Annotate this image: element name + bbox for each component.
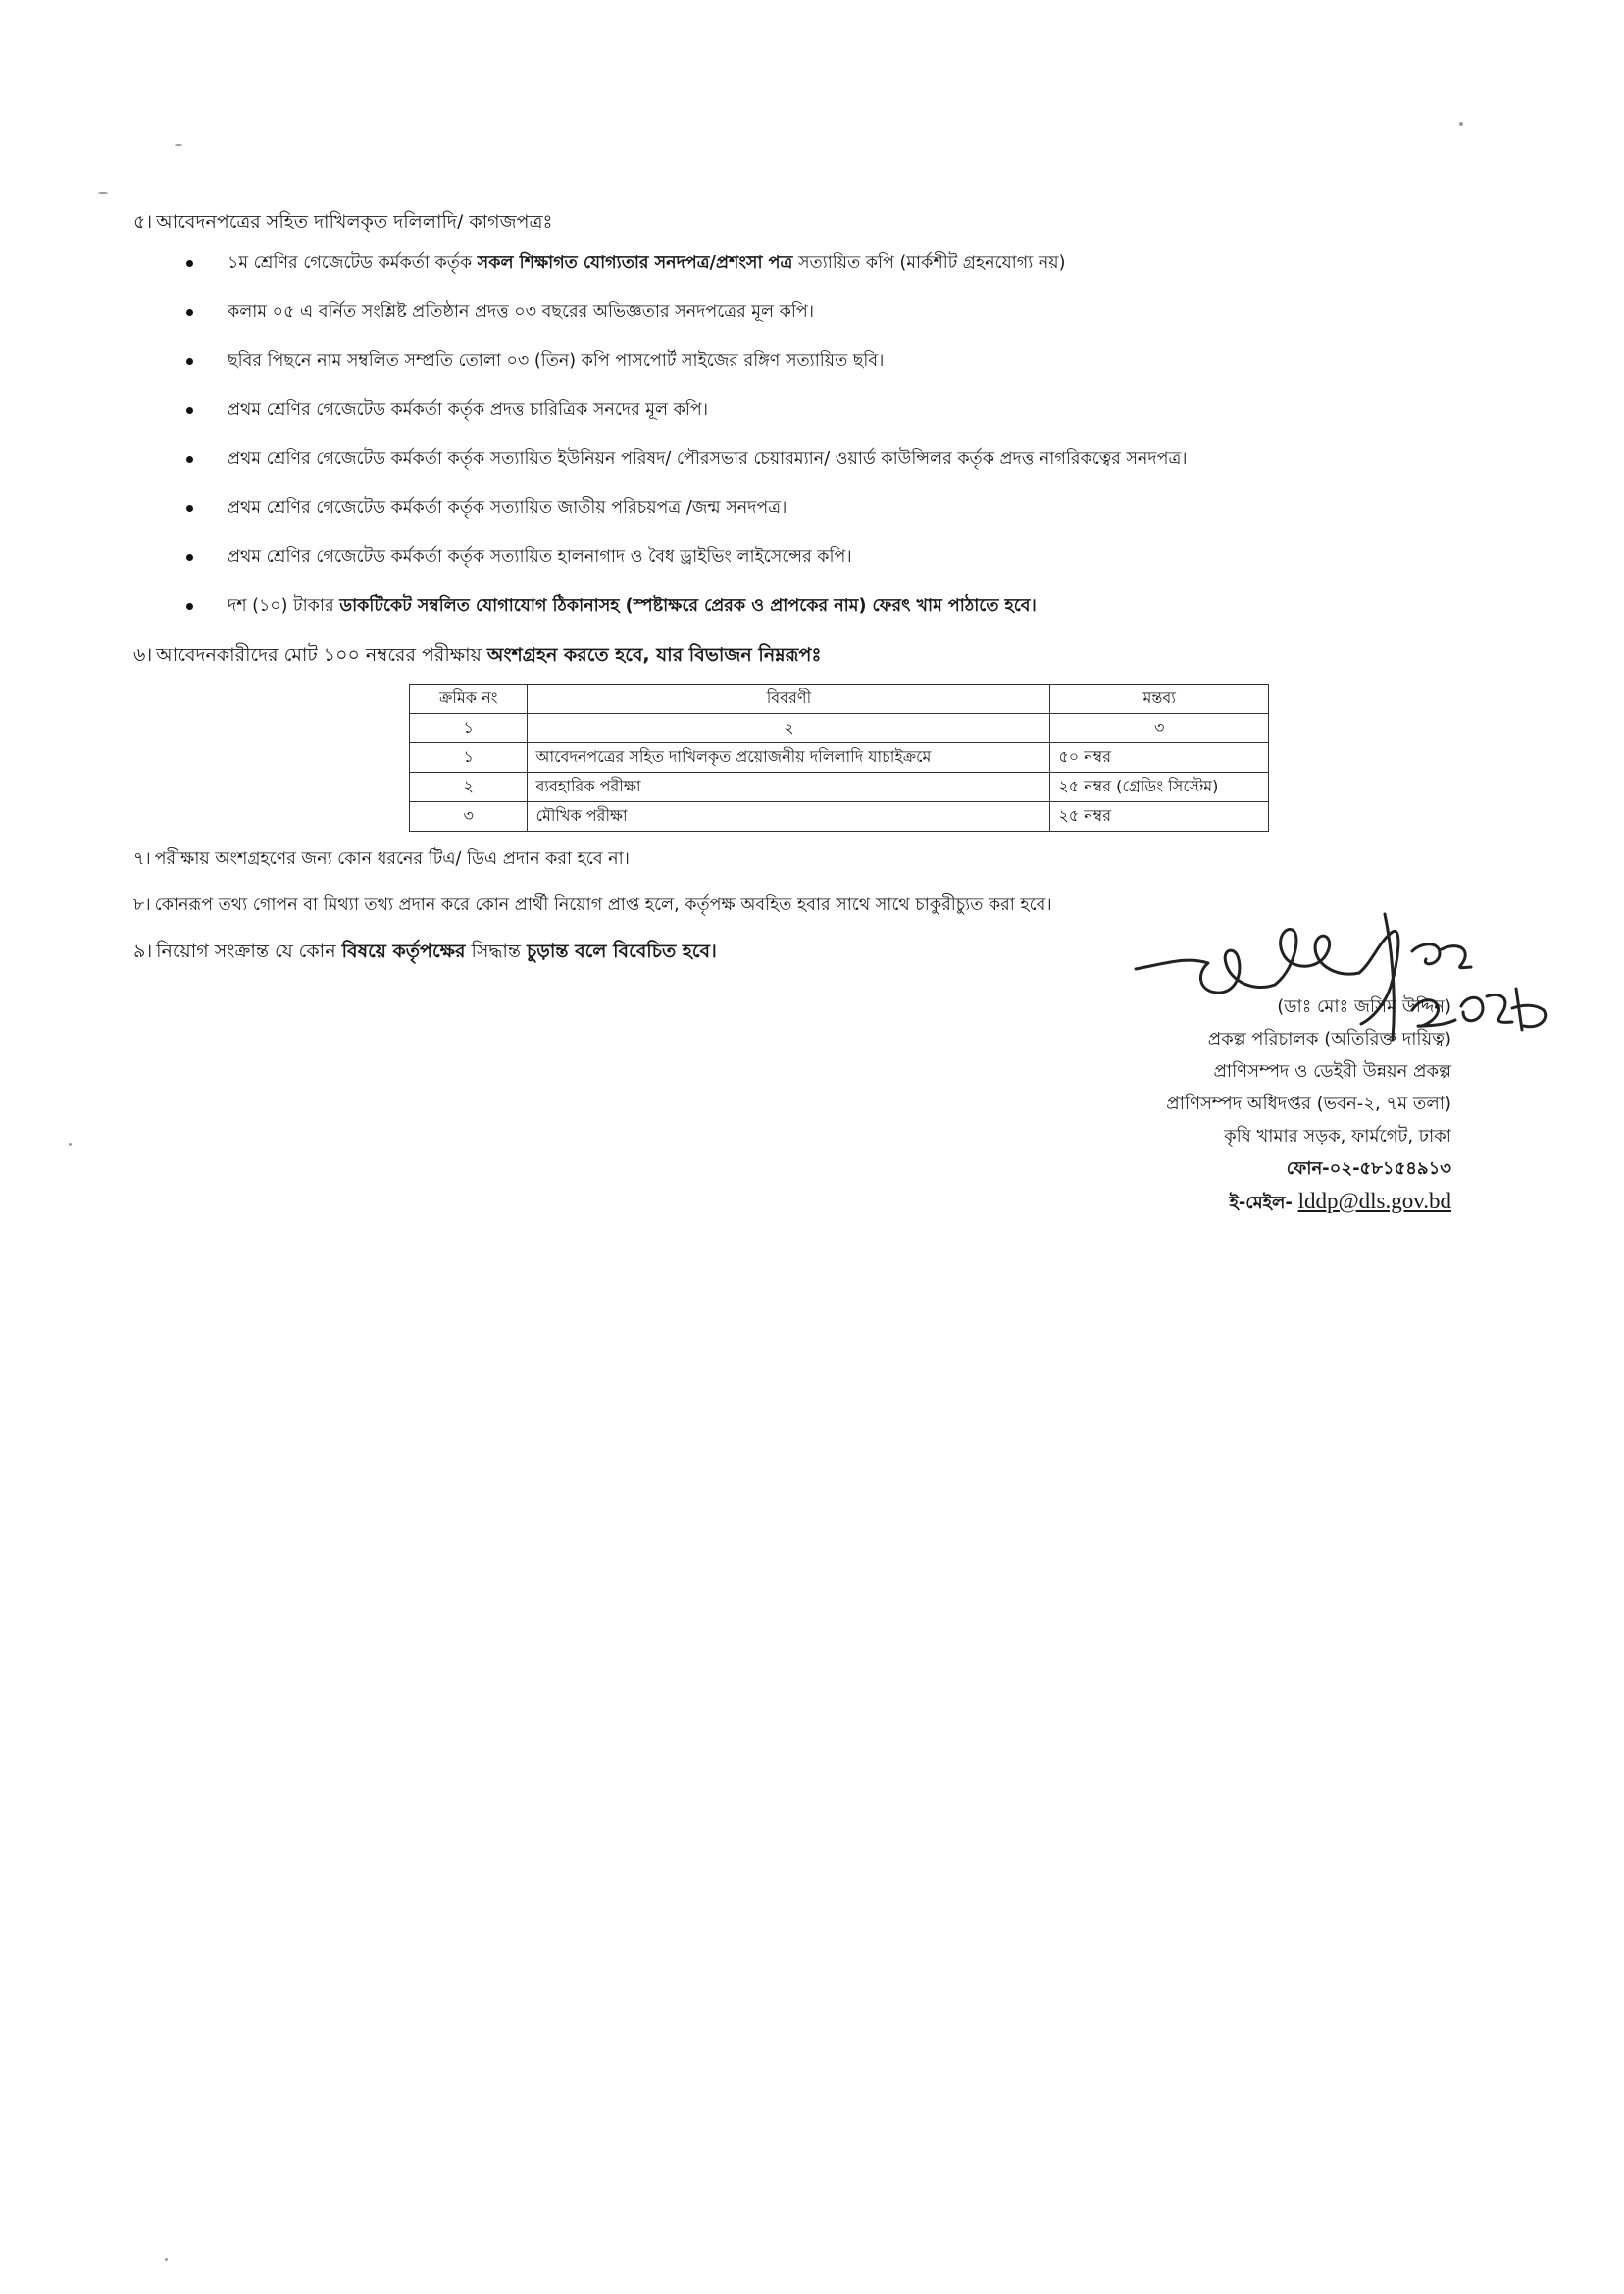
item-text: কলাম ০৫ এ বর্নিত সংশ্লিষ্ট প্রতিষ্ঠান প্রদত্ত ০৩ বছরের অভিজ্ঞতার সনদপত্রের মূল কপি। (228, 302, 815, 322)
project-name: প্রাণিসম্পদ ও ডেইরী উন্নয়ন প্রকল্প (1213, 1061, 1451, 1082)
table-row (410, 743, 1269, 773)
section-6-bold-text: অংশগ্রহন করতে হবে, যার বিভাজন নিম্নরূপঃ (486, 644, 822, 666)
table-cell: ১ (410, 714, 528, 743)
section-6-number: ৬। (133, 644, 153, 666)
signature-block (1059, 991, 1451, 1219)
item-text: প্রথম শ্রেণির গেজেটেড কর্মকর্তা কর্তৃক সত্যায়িত হালনাগাদ ও বৈধ ড্রাইভিং লাইসেন্সের কপি। (228, 547, 852, 567)
section-9-mid: সিদ্ধান্ত (465, 941, 528, 962)
table-cell: ২৫ নম্বর (গ্রেডিং সিস্টেম) (1050, 773, 1269, 802)
section-9-number: ৯। (133, 941, 153, 962)
item-text: দশ (১০) টাকার (228, 596, 340, 616)
list-item (186, 250, 1461, 299)
table-cell: ৩ (1050, 714, 1269, 743)
marks-distribution-table (409, 684, 1269, 832)
scan-speck (98, 192, 108, 194)
table-cell: আবেদনপত্রের সহিত দাখিলকৃত প্রয়োজনীয় দলিলাদি যাচাইক্রমে (528, 743, 1050, 773)
section-9-bold-1: বিষয়ে কর্তৃপক্ষের (341, 941, 466, 962)
table-header-row (410, 685, 1269, 714)
section-5-title: আবেদনপত্রের সহিত দাখিলকৃত দলিলাদি/ কাগজপত্রঃ (156, 211, 553, 232)
scan-speck (1459, 122, 1463, 126)
item-text: ছবির পিছনে নাম সম্বলিত সম্প্রতি তোলা ০৩ (তিন) কপি পাসপোর্ট সাইজের রঙ্গিণ সত্যায়িত ছবি। (228, 351, 885, 371)
table-cell: ২ (410, 773, 528, 802)
header-remarks: মন্তব্য (1050, 685, 1269, 714)
scan-speck (69, 1143, 72, 1146)
table-cell: ২৫ নম্বর (1050, 802, 1269, 832)
email-label: ই-মেইল- (1229, 1193, 1293, 1213)
header-serial: ক্রমিক নং (410, 685, 528, 714)
section-8-number: ৮। (133, 895, 151, 915)
section-5-number: ৫। (133, 211, 153, 232)
section-6-text: আবেদনকারীদের মোট ১০০ নম্বরের পরীক্ষায় (156, 644, 487, 666)
table-cell: ১ (410, 743, 528, 773)
item-text: প্রথম শ্রেণির গেজেটেড কর্মকর্তা কর্তৃক সত্যায়িত ইউনিয়ন পরিষদ/ পৌরসভার চেয়ারম্যান/ ওয়ার্ড কাউন্সিলর কর্তৃক প্রদত্ত নাগরিকত্বের সনদপত্র। (228, 449, 1188, 469)
officer-name: (ডাঃ মোঃ জসিম উদ্দিন) (1277, 996, 1451, 1017)
list-item (186, 348, 1461, 397)
list-item (186, 299, 1461, 348)
table-index-row (410, 714, 1269, 743)
email-line (1059, 1185, 1451, 1219)
table-row (410, 802, 1269, 832)
table-cell: ২ (528, 714, 1050, 743)
item-text: প্রথম শ্রেণির গেজেটেড কর্মকর্তা কর্তৃক প্রদত্ত চারিত্রিক সনদের মূল কপি। (228, 400, 708, 420)
item-text: প্রথম শ্রেণির গেজেটেড কর্মকর্তা কর্তৃক সত্যায়িত জাতীয় পরিচয়পত্র /জন্ম সনদপত্র। (228, 498, 787, 518)
officer-designation: প্রকল্প পরিচালক (অতিরিক্ত দায়িত্ব) (1207, 1029, 1451, 1049)
section-6-heading (133, 642, 822, 668)
section-9 (133, 939, 717, 964)
table-row (410, 773, 1269, 802)
required-documents-list (186, 250, 1461, 642)
section-8-text: কোনরূপ তথ্য গোপন বা মিথ্যা তথ্য প্রদান করে কোন প্রার্থী নিয়োগ প্রাপ্ত হলে, কর্তৃপক্ষ অবহিত হবার সাথে সাথে চাকুরীচ্যুত করা হবে। (154, 895, 1052, 915)
section-7-number: ৭। (133, 849, 151, 869)
item-text-end: সত্যায়িত কপি (মার্কশীট গ্রহনযোগ্য নয়) (792, 253, 1066, 273)
list-item (186, 544, 1461, 593)
section-8 (133, 892, 1052, 918)
item-bold-text: ডাকটিকেট সম্বলিত যোগাযোগ ঠিকানাসহ (স্পষ্টাক্ষরে প্রেরক ও প্রাপকের নাম) ফেরৎ খাম পাঠাতে হবে। (339, 596, 1037, 616)
table-cell: ব্যবহারিক পরীক্ষা (528, 773, 1050, 802)
item-bold-text: সকল শিক্ষাগত যোগ্যতার সনদপত্র/প্রশংসা পত্র (477, 253, 793, 273)
section-9-bold-2: চুড়ান্ত বলে বিবেচিত হবে। (527, 941, 717, 962)
list-item (186, 446, 1461, 495)
table-cell: ৩ (410, 802, 528, 832)
office-address: কৃষি খামার সড়ক, ফার্মগেট, ঢাকা (1224, 1126, 1451, 1147)
table-cell: ৫০ নম্বর (1050, 743, 1269, 773)
section-9-text: নিয়োগ সংক্রান্ত যে কোন (156, 941, 342, 962)
section-5-heading (133, 209, 553, 234)
item-text: ১ম শ্রেণির গেজেটেড কর্মকর্তা কর্তৃক (228, 253, 478, 273)
header-description: বিবরণী (528, 685, 1050, 714)
table-cell: মৌখিক পরীক্ষা (528, 802, 1050, 832)
office-name: প্রাণিসম্পদ অধিদপ্তর (ভবন-২, ৭ম তলা) (1166, 1094, 1451, 1114)
list-item (186, 397, 1461, 446)
list-item (186, 593, 1461, 642)
section-7 (133, 846, 630, 872)
scan-speck (165, 2258, 168, 2261)
email-link[interactable]: lddp@dls.gov.bd (1297, 1189, 1451, 1213)
phone-number: ফোন-০২-৫৮১৫৪৯১৩ (1286, 1158, 1451, 1179)
list-item (186, 495, 1461, 544)
scan-speck (175, 144, 182, 146)
section-7-text: পরীক্ষায় অংশগ্রহণের জন্য কোন ধরনের টিএ/ ডিএ প্রদান করা হবে না। (154, 849, 630, 869)
